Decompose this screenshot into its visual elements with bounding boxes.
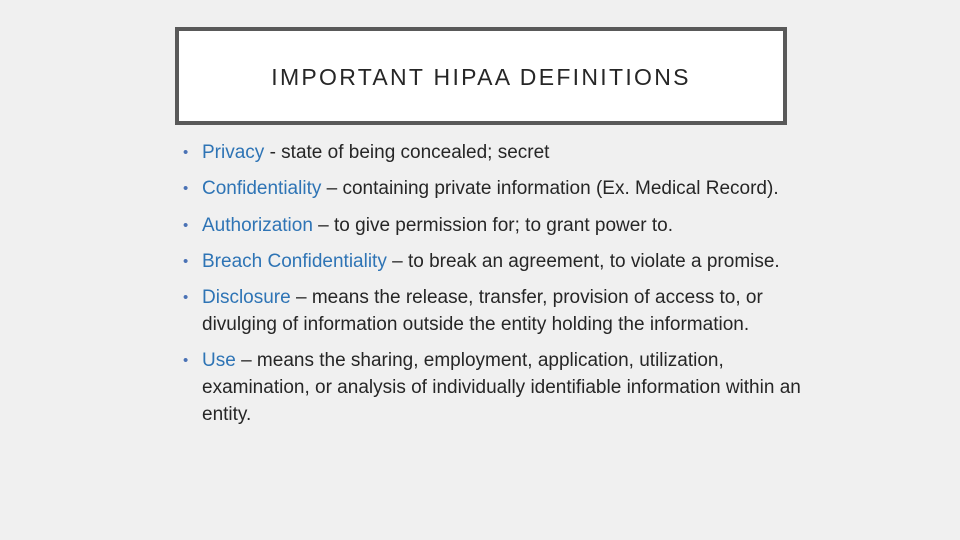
title-box <box>175 27 787 125</box>
definitions-list <box>183 139 803 428</box>
definition-text: – means the sharing, employment, application, utilization, examination, or analysis of individually identifiable information within an entity. <box>202 350 801 425</box>
definition-item-authorization <box>183 212 803 239</box>
definition-term: Confidentiality <box>202 178 322 199</box>
definition-text: – containing private information (Ex. Medical Record). <box>321 178 779 199</box>
bullet-icon: • <box>183 352 189 369</box>
definition-item-privacy <box>183 139 803 166</box>
bullet-icon: • <box>183 289 189 306</box>
definition-term: Privacy <box>202 142 265 163</box>
definition-item-breach-confidentiality <box>183 248 803 275</box>
definition-text: – to give permission for; to grant power to. <box>312 215 674 236</box>
bullet-icon: • <box>183 180 189 197</box>
definition-text: - state of being concealed; secret <box>264 142 550 163</box>
bullet-icon: • <box>183 253 189 270</box>
bullet-icon: • <box>183 144 189 161</box>
definition-term: Authorization <box>202 215 313 236</box>
definition-term: Disclosure <box>202 287 291 308</box>
bullet-icon: • <box>183 217 189 234</box>
definition-item-confidentiality <box>183 175 803 202</box>
definition-item-use <box>183 347 803 428</box>
definition-text: – to break an agreement, to violate a promise. <box>386 251 780 272</box>
definition-term: Breach Confidentiality <box>202 251 387 272</box>
slide-title: IMPORTANT HIPAA DEFINITIONS <box>271 63 691 90</box>
definition-item-disclosure <box>183 284 803 338</box>
definition-term: Use <box>202 350 236 371</box>
definition-text: – means the release, transfer, provision of access to, or divulging of information outside the entity holding the information. <box>202 287 763 335</box>
